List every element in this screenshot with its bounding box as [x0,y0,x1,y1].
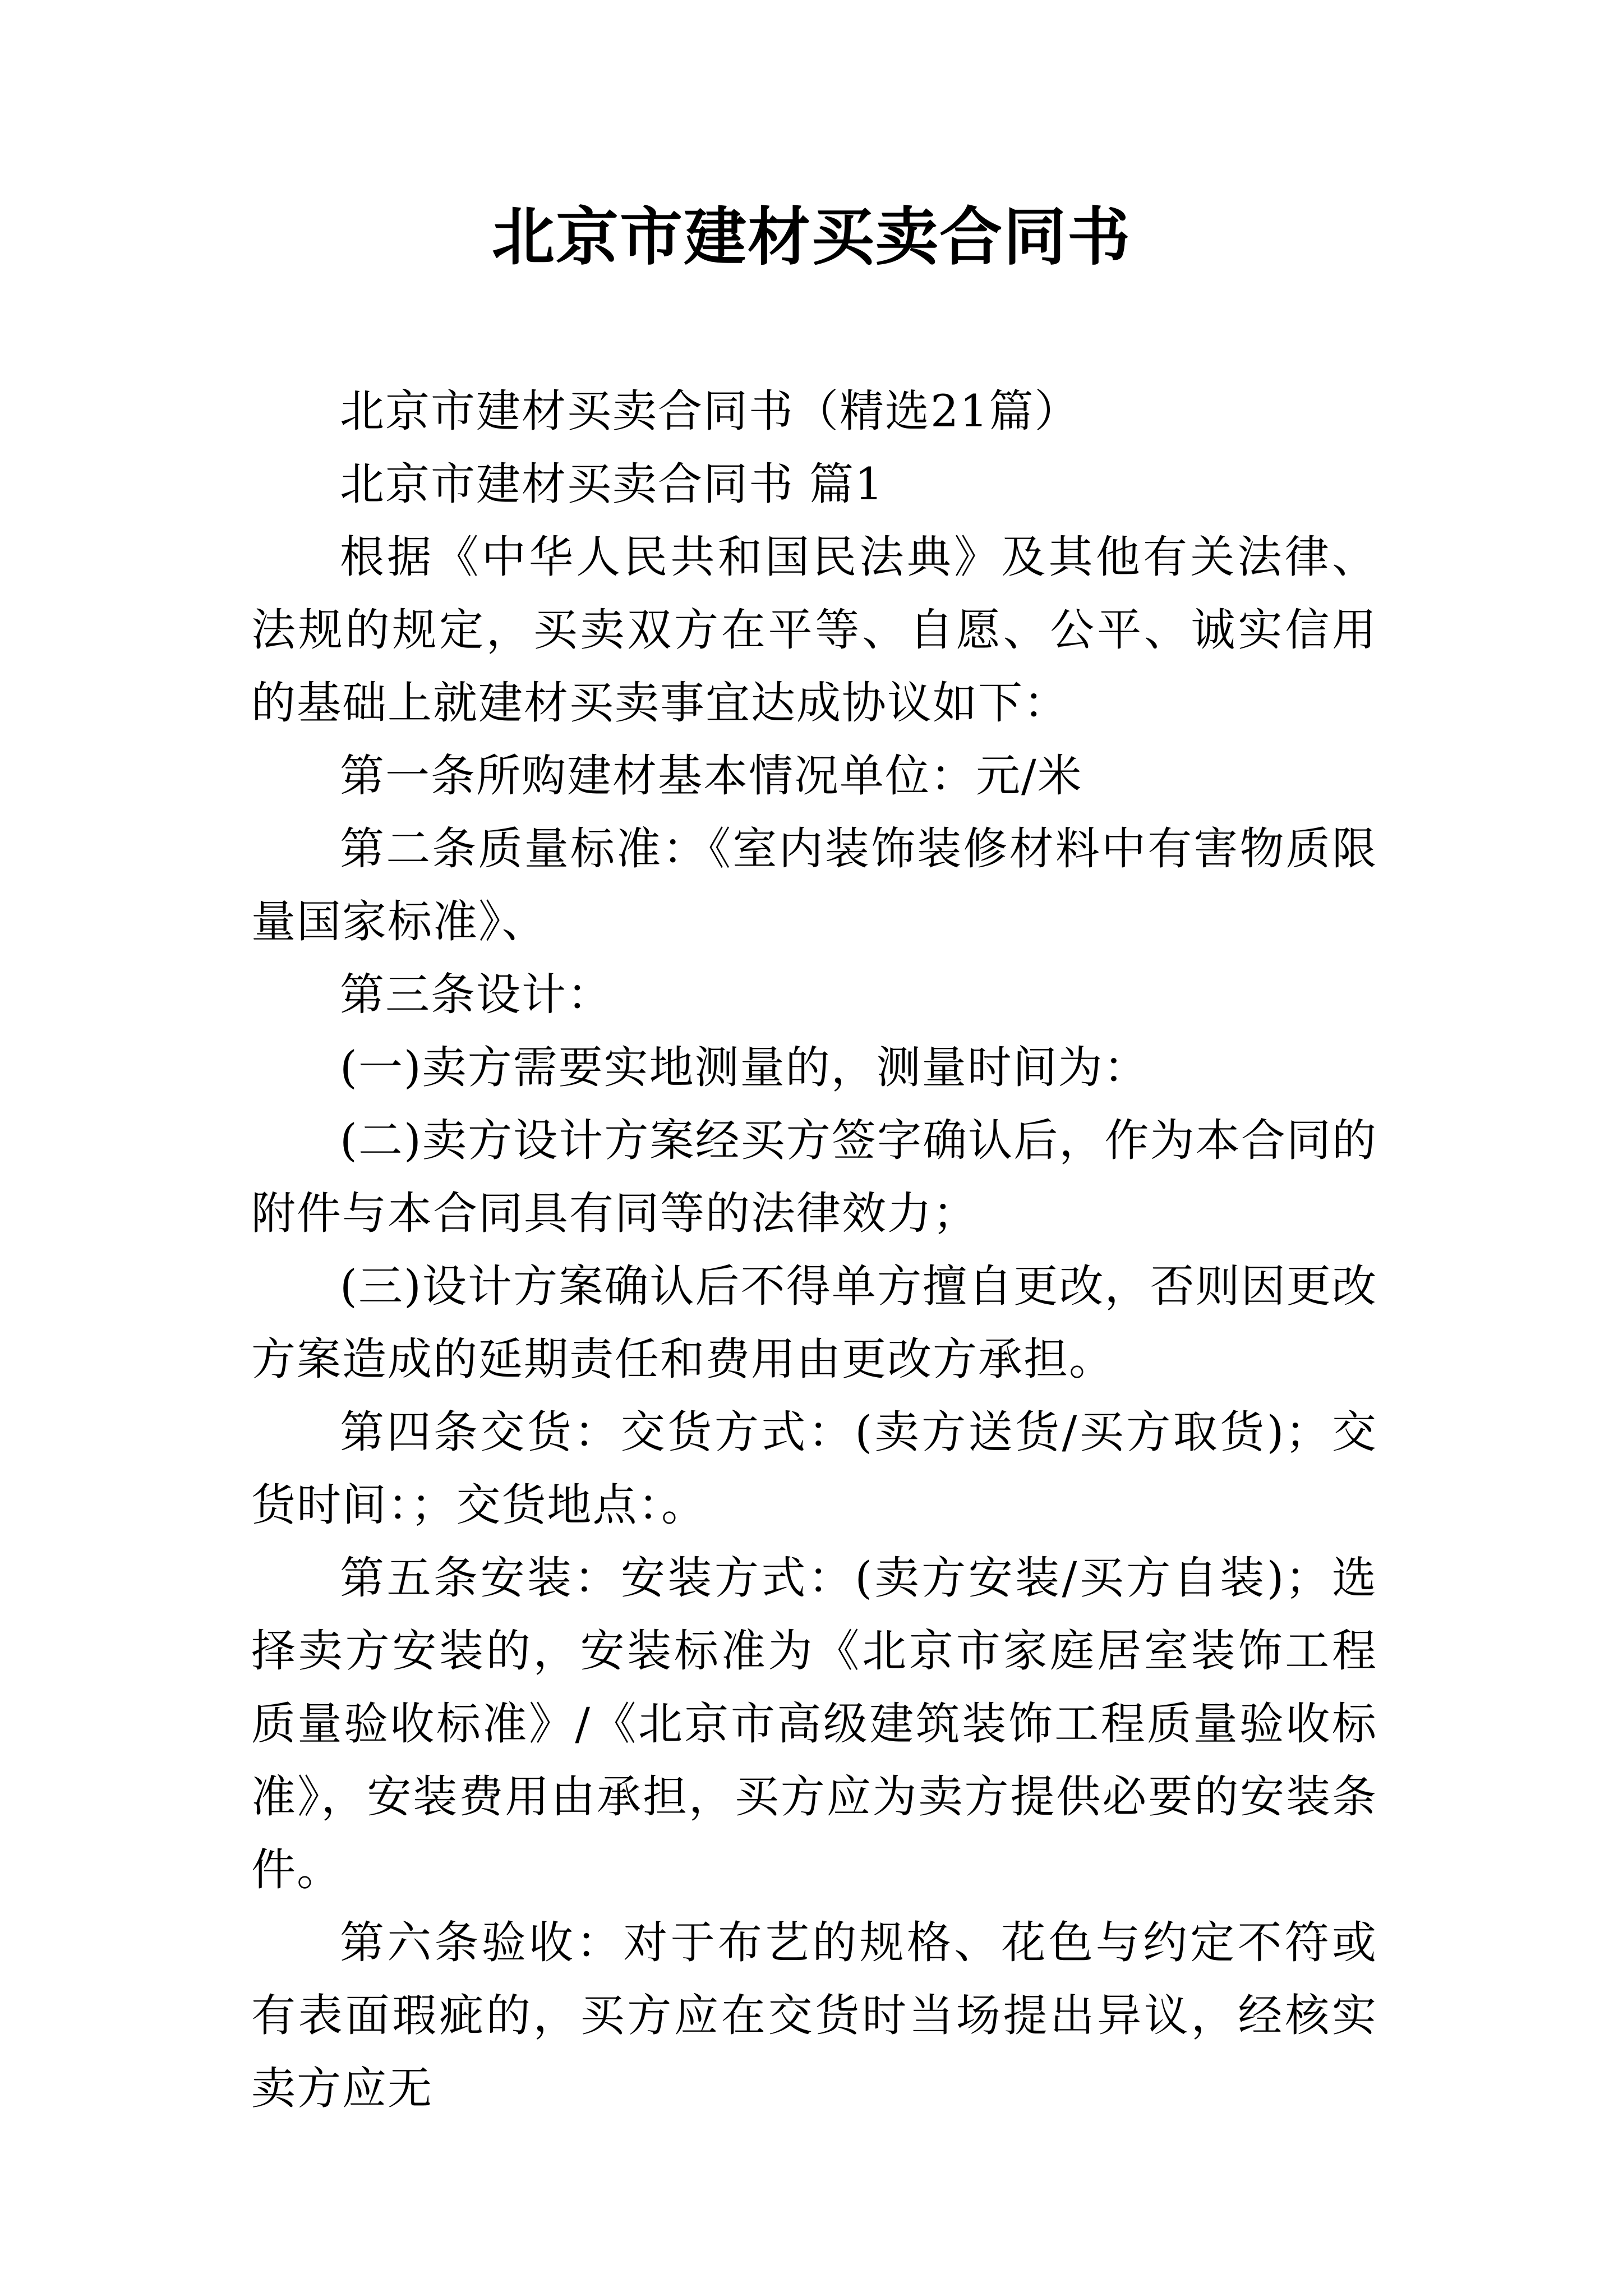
paragraph: 北京市建材买卖合同书 篇1 [340,458,884,510]
paragraph: (三)设计方案确认后不得单方擅自更改，否则因更改方案造成的延期责任和费用由更改方承担。 [251,1260,1377,1385]
paragraph: (二)卖方设计方案经买方签字确认后，作为本合同的附件与本合同具有同等的法律效力； [251,1115,1377,1239]
paragraph: (一)卖方需要实地测量的，测量时间为： [340,1042,1149,1093]
paragraph: 第六条验收：对于布艺的规格、花色与约定不符或有表面瑕疵的，买方应在交货时当场提出异议，经核实卖方应无 [251,1917,1377,2114]
paragraph: 第一条所购建材基本情况单位：元/米 [340,750,1083,802]
paragraph: 北京市建材买卖合同书（精选21篇） [340,385,1080,437]
paragraph: 第五条安装：安装方式：(卖方安装/买方自装)；选择卖方安装的，安装标准为《北京市家庭居室装饰工程质量验收标准》/《北京市高级建筑装饰工程质量验收标准》，安装费用由承担，买方应为卖方提供必要的安装条件。 [251,1552,1377,1895]
paragraph: 第四条交货：交货方式：(卖方送货/买方取货)；交货时间：；交货地点：。 [251,1406,1377,1531]
document-title: 北京市建材买卖合同书 [492,200,1131,274]
paragraph: 根据《中华人民共和国民法典》及其他有关法律、法规的规定，买卖双方在平等、自愿、公平、诚实信用的基础上就建材买卖事宜达成协议如下： [251,531,1377,729]
paragraph: 第二条质量标准：《室内装饰装修材料中有害物质限量国家标准》、 [251,823,1377,947]
paragraph: 第三条设计： [340,969,612,1020]
document-body [251,375,1377,2125]
